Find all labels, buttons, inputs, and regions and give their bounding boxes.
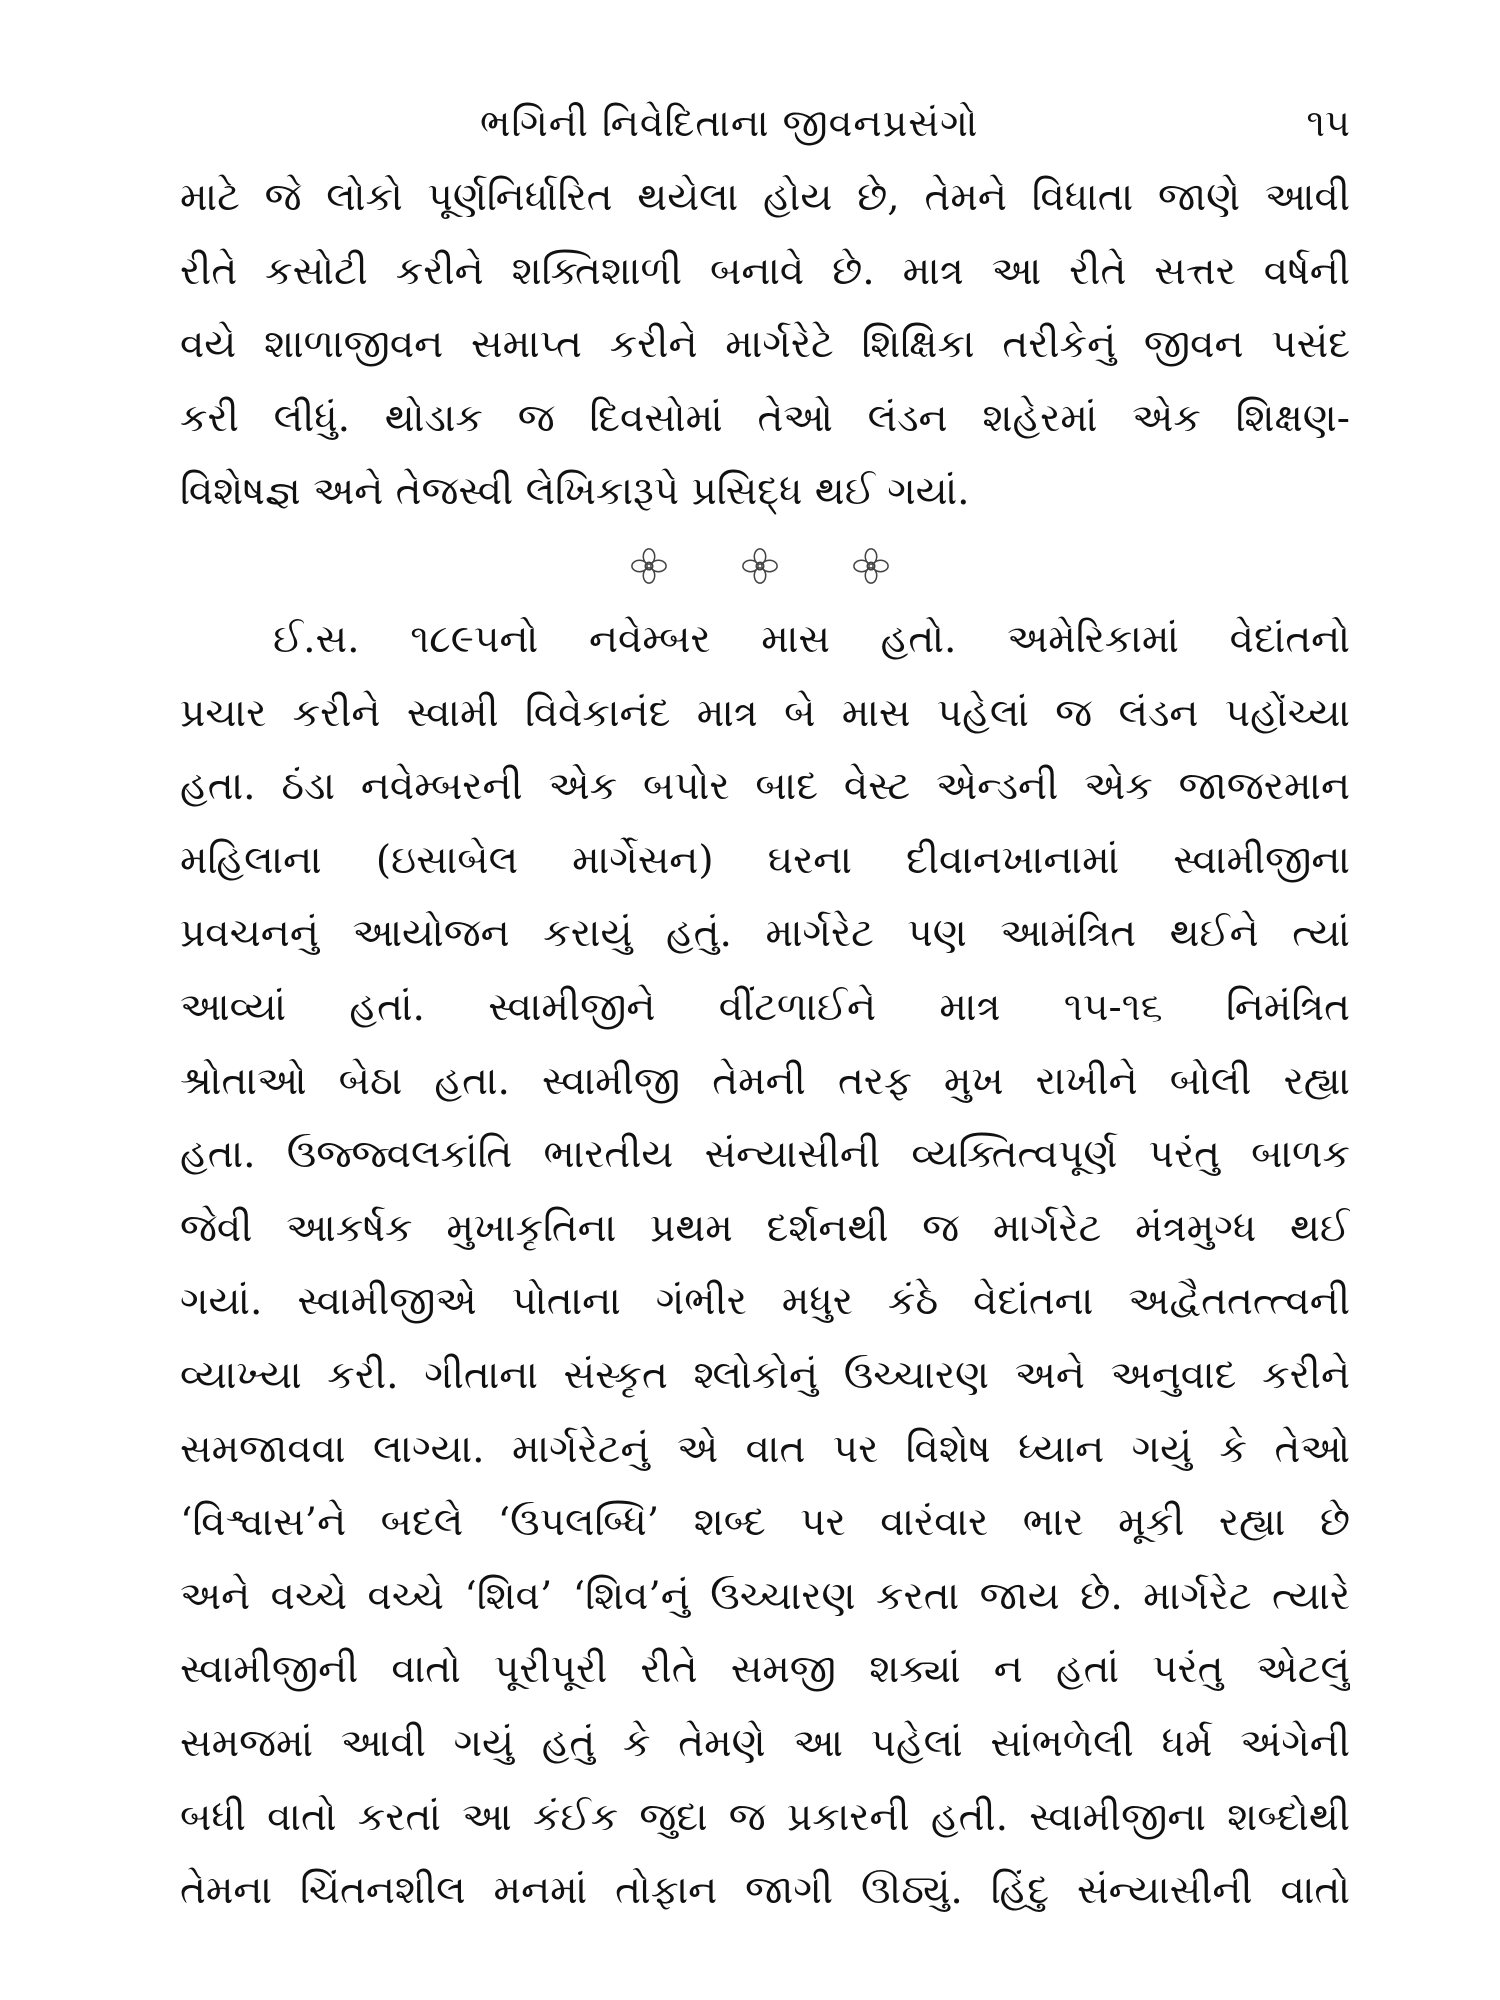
text-line: વ્યાખ્યા કરી. ગીતાના સંસ્કૃત શ્લોકોનું ઉચ્ચારણ અને અનુવાદ કરીને xyxy=(180,1352,1350,1398)
text-line: જેવી આકર્ષક મુખાકૃતિના પ્રથમ દર્શનથી જ માર્ગરેટ મંત્રમુગ્ધ થઈ xyxy=(180,1205,1350,1251)
text-line: સમજમાં આવી ગયું હતું કે તેમણે આ પહેલાં સાંભળેલી ધર્મ અંગેની xyxy=(180,1720,1350,1766)
text-line: બધી વાતો કરતાં આ કંઈક જુદા જ પ્રકારની હતી. સ્વામીજીના શબ્દોથી xyxy=(180,1794,1350,1840)
text-line: વિશેષજ્ઞ અને તેજસ્વી લેખિકારૂપે પ્રસિદ્ધ થઈ ગયાં. xyxy=(180,469,970,515)
text-line: ગયાં. સ્વામીજીએ પોતાના ગંભીર મધુર કંઠે વેદાંતના અદ્વૈતતત્ત્વની xyxy=(180,1279,1350,1325)
paragraph-2 xyxy=(180,603,1350,1928)
paragraph-1 xyxy=(180,161,1350,529)
text-line: માટે જે લોકો પૂર્ણનિર્ધારિત થયેલા હોય છે, તેમને વિધાતા જાણે આવી xyxy=(180,175,1350,220)
text-line: સ્વામીજીની વાતો પૂરીપૂરી રીતે સમજી શક્યાં ન હતાં પરંતુ એટલું xyxy=(180,1647,1350,1693)
text-line: વયે શાળાજીવન સમાપ્ત કરીને માર્ગરેટે શિક્ષિકા તરીકેનું જીવન પસંદ xyxy=(180,322,1350,368)
text-line: અને વચ્ચે વચ્ચે ‘શિવ’ ‘શિવ’નું ઉચ્ચારણ કરતા જાય છે. માર્ગરેટ ત્યારે xyxy=(180,1573,1350,1619)
text-line: ‘વિશ્વાસ’ને બદલે ‘ઉપલબ્ધિ’ શબ્દ પર વારંવાર ભાર મૂકી રહ્યા છે xyxy=(180,1500,1350,1546)
text-line: પ્રવચનનું આયોજન કરાયું હતું. માર્ગરેટ પણ આમંત્રિત થઈને ત્યાં xyxy=(180,911,1350,957)
text-line: શ્રોતાઓ બેઠા હતા. સ્વામીજી તેમની તરફ મુખ રાખીને બોલી રહ્યા xyxy=(180,1058,1350,1104)
section-break-ornaments xyxy=(630,544,890,588)
text-line: હતા. ઠંડા નવેમ્બરની એક બપોર બાદ વેસ્ટ એન્ડની એક જાજરમાન xyxy=(180,764,1350,810)
running-header xyxy=(180,96,1350,150)
flower-ornament-icon xyxy=(630,547,668,585)
text-line: પ્રચાર કરીને સ્વામી વિવેકાનંદ માત્ર બે માસ પહેલાં જ લંડન પહોંચ્યા xyxy=(180,690,1350,736)
text-line: સમજાવવા લાગ્યા. માર્ગરેટનું એ વાત પર વિશેષ ધ્યાન ગયું કે તેઓ xyxy=(180,1426,1350,1472)
text-line: રીતે કસોટી કરીને શક્તિશાળી બનાવે છે. માત્ર આ રીતે સત્તર વર્ષની xyxy=(180,248,1350,294)
text-line: કરી લીધું. થોડાક જ દિવસોમાં તેઓ લંડન શહેરમાં એક શિક્ષણ- xyxy=(180,395,1350,441)
flower-ornament-icon xyxy=(852,547,890,585)
page-number: ૧૫ xyxy=(1306,101,1350,145)
running-header-title: ભગિની નિવેદિતાના જીવનપ્રસંગો xyxy=(480,101,979,145)
flower-ornament-icon xyxy=(741,547,779,585)
text-line: હતા. ઉજ્જ્વલકાંતિ ભારતીય સંન્યાસીની વ્યક્તિત્વપૂર્ણ પરંતુ બાળક xyxy=(180,1132,1350,1178)
text-line: ઈ.સ. ૧૮૯૫નો નવેમ્બર માસ હતો. અમેરિકામાં વેદાંતનો xyxy=(273,617,1350,662)
text-line: મહિલાના (ઇસાબેલ માર્ગેસન) ઘરના દીવાનખાનામાં સ્વામીજીના xyxy=(180,837,1350,883)
text-line: તેમના ચિંતનશીલ મનમાં તોફાન જાગી ઊઠ્યું. હિંદુ સંન્યાસીની વાતો xyxy=(180,1868,1350,1914)
text-line: આવ્યાં હતાં. સ્વામીજીને વીંટળાઈને માત્ર ૧૫-૧૬ નિમંત્રિત xyxy=(180,984,1350,1030)
